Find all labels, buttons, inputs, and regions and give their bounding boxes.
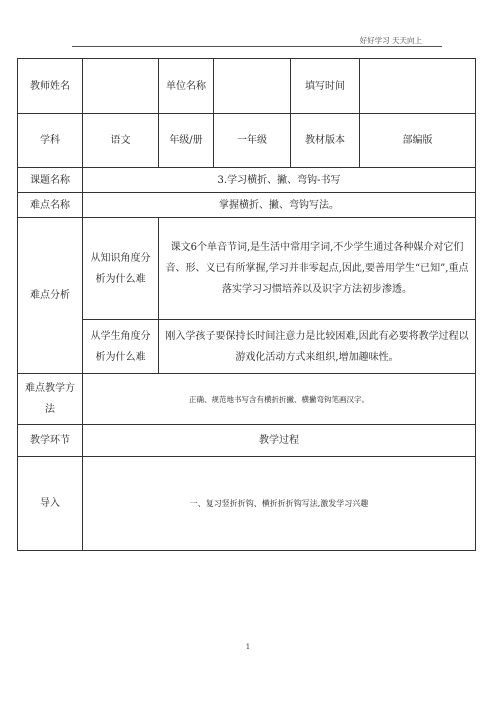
- method-label: 难点教学方法: [18, 374, 83, 425]
- grade-label: 年级/册: [159, 114, 214, 168]
- table-row: [18, 218, 476, 320]
- table-row: [18, 457, 476, 551]
- method-value: 正确、规范地书写含有横折折撇、横撇弯钩笔画汉字。: [83, 374, 476, 425]
- process-header: 教学过程: [83, 425, 476, 457]
- unit-name-value: [214, 59, 291, 114]
- lesson-plan-table: [17, 58, 476, 551]
- student-angle-text: 刚入学孩子要保持长时间注意力是比较困难,因此有必要将教学过程以游戏化活动方式来组织,增加趣味性。: [159, 320, 476, 374]
- intro-label: 导入: [18, 457, 83, 551]
- topic-label: 课题名称: [18, 168, 83, 193]
- grade-value: 一年级: [214, 114, 291, 168]
- table-row: [18, 374, 476, 425]
- subject-value: 语文: [83, 114, 159, 168]
- table-row: [18, 193, 476, 218]
- page-number: 1: [245, 643, 251, 651]
- stage-header: 教学环节: [18, 425, 83, 457]
- fill-time-value: [360, 59, 476, 114]
- table-row: [18, 168, 476, 193]
- table-row: [18, 320, 476, 374]
- difficulty-value: 掌握横折、撇、弯钩写法。: [83, 193, 476, 218]
- table-row: [18, 425, 476, 457]
- fill-time-label: 填写时间: [291, 59, 360, 114]
- table-row: [18, 114, 476, 168]
- intro-value: 一、复习竖折折钩、横折折折钩写法,激发学习兴趣: [83, 457, 476, 551]
- textbook-value: 部编版: [360, 114, 476, 168]
- teacher-name-label: 教师姓名: [18, 59, 83, 114]
- header-rule: [72, 46, 442, 47]
- teacher-name-value: [83, 59, 159, 114]
- table-row: [18, 59, 476, 114]
- difficulty-label: 难点名称: [18, 193, 83, 218]
- analysis-label: 难点分析: [18, 218, 83, 374]
- unit-name-label: 单位名称: [159, 59, 214, 114]
- knowledge-angle-label: 从知识角度分析为什么难: [83, 218, 159, 320]
- student-angle-label: 从学生角度分析为什么难: [83, 320, 159, 374]
- header-motto: 好好学习 天天向上: [359, 36, 422, 45]
- subject-label: 学科: [18, 114, 83, 168]
- textbook-label: 教材版本: [291, 114, 360, 168]
- knowledge-angle-text: 课文6个单音节词,是生活中常用字词,不少学生通过各种媒介对它们音、形、义已有所掌握,学习并非零起点,因此,要善用学生“已知”,重点落实学习习惯培养以及识字方法初步渗透。: [159, 218, 476, 320]
- topic-value: 3.学习横折、撇、弯钩-书写: [83, 168, 476, 193]
